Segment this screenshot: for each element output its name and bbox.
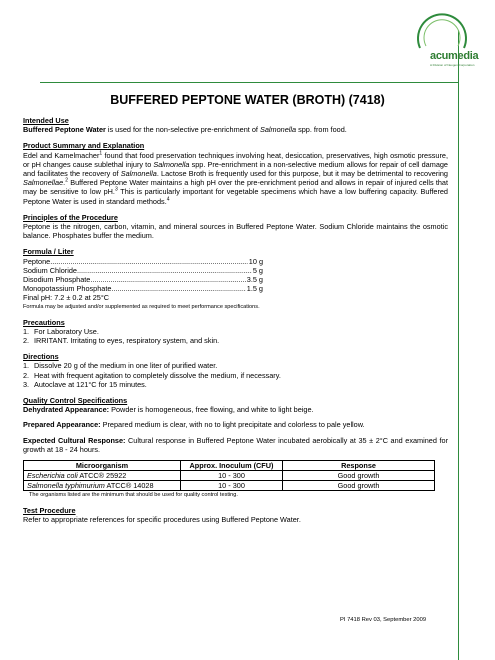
test-procedure-heading: Test Procedure	[23, 506, 76, 516]
list-item: 2. IRRITANT. Irritating to eyes, respiratory system, and skin.	[23, 336, 220, 346]
column-header: Response	[283, 461, 435, 471]
table-header-row	[24, 461, 435, 471]
inoculum-cell: 10 - 300	[181, 481, 283, 491]
list-item: 1. Dissolve 20 g of the medium in one liter of purified water.	[23, 361, 218, 371]
formula-row: Monopotassium Phosphate ..... 1.5 g	[23, 284, 263, 293]
table-row	[24, 481, 435, 491]
test-procedure-text: Refer to appropriate references for specific procedures using Buffered Peptone Water.	[23, 515, 301, 525]
list-item: 1. For Laboratory Use.	[23, 326, 99, 336]
logo: acumedia	[430, 50, 479, 62]
qc-table	[23, 460, 435, 491]
intended-use-heading: Intended Use	[23, 116, 69, 125]
dehydrated-appearance: Dehydrated Appearance: Powder is homogeneous, free flowing, and white to light beige.	[23, 405, 314, 415]
formula-heading: Formula / Liter	[23, 247, 74, 257]
principles-heading: Principles of the Procedure	[23, 212, 118, 222]
formula-row: Sodium Chloride ..... 5 g	[23, 266, 263, 275]
inoculum-cell: 10 - 300	[181, 471, 283, 481]
formula-row: Peptone ..... 10 g	[23, 257, 263, 266]
directions-heading: Directions	[23, 352, 59, 362]
precautions-heading: Precautions	[23, 317, 65, 327]
column-header: Approx. Inoculum (CFU)	[181, 461, 283, 471]
document-title: BUFFERED PEPTONE WATER (BROTH) (7418)	[110, 93, 385, 107]
table-note: The organisms listed are the minimum that should be used for quality control testing.	[29, 492, 238, 499]
header-rule	[40, 82, 458, 83]
summary-text: Edel and Kamelmacher$^1$ found that food preservation techniques involving heat, desiccation, preservatives, high osmotic pressure, or pH changes cause sublethal injury to Salmonella spp. Pre-enrichment in a non-selective medium allows for repair of cell damage and facilitates the recovery of Salmonella. Lactose Broth is frequently used for this purpose, but it may be detrimental to recovering Salmonellae.$^2$ Buffered Peptone Water maintains a high pH over the pre-enrichment period and allows in repair of injured cells that may be sensitive to low pH.$^3$ This is particularly important for vegetable specimens which have a low buffering capacity. Buffered Peptone Water is used in standard methods.$^4$	[23, 150, 448, 206]
margin-rule	[458, 30, 459, 660]
final-ph: Final pH: 7.2 ± 0.2 at 25°C	[23, 293, 110, 303]
column-header: Microorganism	[24, 461, 181, 471]
logo-tagline: A Division of Neogen Corporation	[430, 63, 475, 67]
table-row	[24, 471, 435, 481]
organism-cell: Salmonella typhimurium ATCC® 14028	[24, 481, 181, 491]
principles-text: Peptone is the nitrogen, carbon, vitamin, and mineral sources in Buffered Peptone Water. Sodium Chloride maintains the osmotic balance. Phosphates buffer the medium.	[23, 222, 448, 241]
prepared-appearance: Prepared Appearance: Prepared medium is clear, with no to light precipitate and colorless to pale yellow.	[23, 420, 365, 430]
footer-revision: PI 7418 Rev 03, September 2009	[340, 617, 427, 623]
document-body	[23, 116, 448, 525]
response-cell: Good growth	[283, 481, 435, 491]
formula-row: Disodium Phosphate ..... 3.5 g	[23, 275, 263, 284]
list-item: 2. Heat with frequent agitation to completely dissolve the medium, if necessary.	[23, 370, 281, 380]
qc-heading: Quality Control Specifications	[23, 396, 128, 406]
expected-response: Expected Cultural Response: Cultural response in Buffered Peptone Water incubated aerobically at 35 ± 2°C and examined for growth at 18 - 24 hours.	[23, 435, 449, 454]
formula-note: Formula may be adjusted and/or supplemented as required to meet performance specifications.	[23, 303, 260, 310]
organism-cell: Escherichia coli ATCC® 25922	[24, 471, 181, 481]
list-item: 3. Autoclave at 121°C for 15 minutes.	[23, 379, 147, 389]
response-cell: Good growth	[283, 471, 435, 481]
intended-use-text: Buffered Peptone Water is used for the non-selective pre-enrichment of Salmonella spp. from food.	[23, 125, 347, 135]
summary-heading: Product Summary and Explanation	[23, 141, 145, 151]
